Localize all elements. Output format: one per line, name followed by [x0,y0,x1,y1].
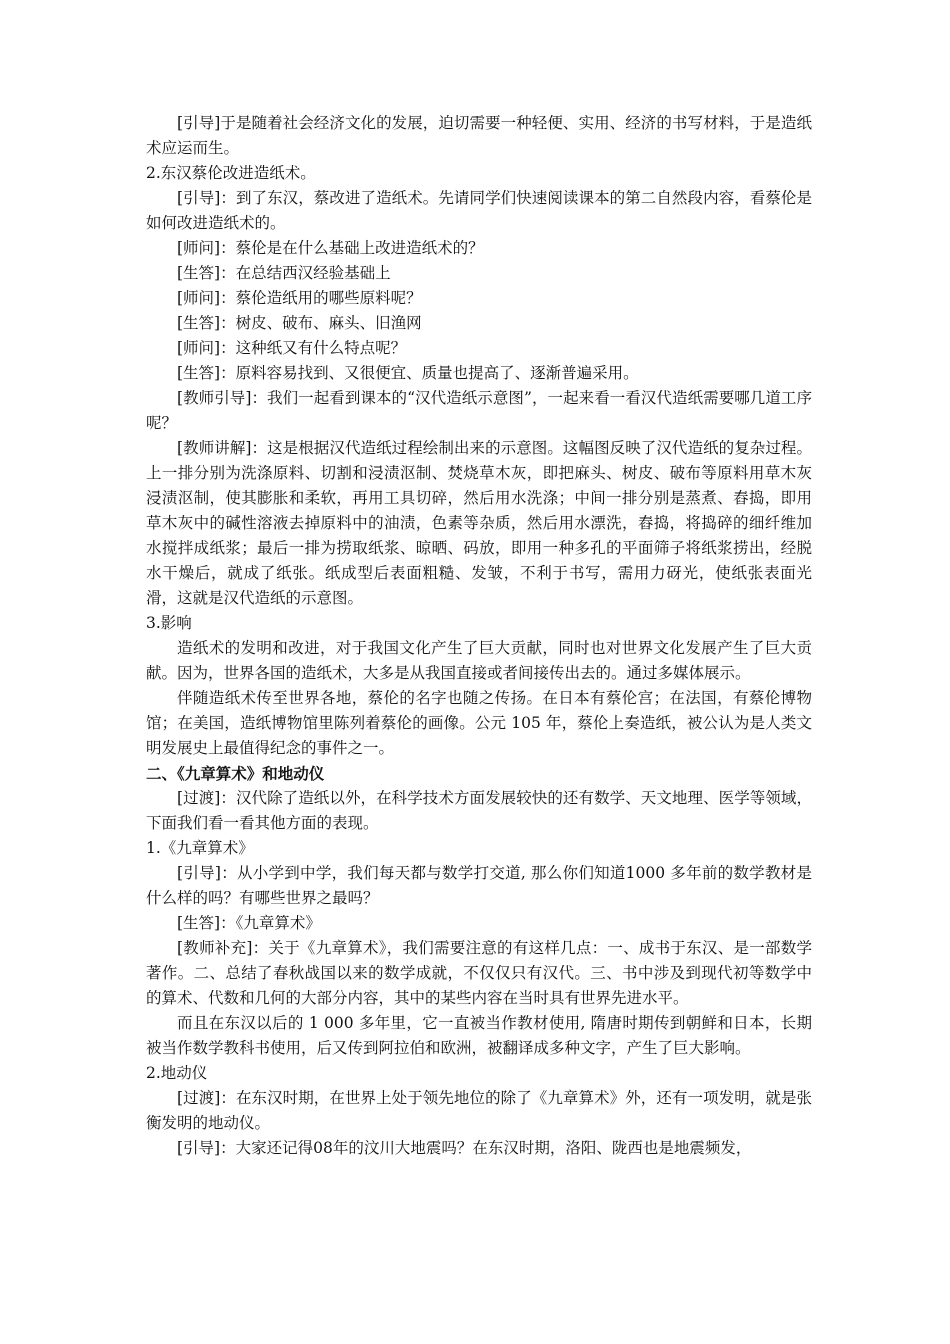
paragraph: [师问]：蔡伦是在什么基础上改进造纸术的？ [177,239,484,257]
section-subheading: 2.东汉蔡伦改进造纸术。 [146,164,316,182]
paragraph: 伴随造纸术传至世界各地，蔡伦的名字也随之传扬。在日本有蔡伦宫；在法国，有蔡伦博物馆；在美国，造纸博物馆里陈列着蔡伦的画像。公元 105 年，蔡伦上奏造纸，被公认为是人类文明发展史上最值得纪念的事件之一。 [146,689,812,757]
paragraph: [引导]：大家还记得08年的汶川大地震吗？在东汉时期，洛阳、陇西也是地震频发， [177,1139,752,1157]
section-heading: 二、《九章算术》和地动仪 [146,764,325,783]
paragraph: [师问]：蔡伦造纸用的哪些原料呢？ [177,289,422,307]
paragraph: [师问]：这种纸又有什么特点呢？ [177,339,407,357]
paragraph: [引导]：到了东汉，蔡改进了造纸术。先请同学们快速阅读课本的第二自然段内容，看蔡伦是如何改进造纸术的。 [146,189,812,232]
paragraph: [教师讲解]：这是根据汉代造纸过程绘制出来的示意图。这幅图反映了汉代造纸的复杂过程。上一排分别为洗涤原料、切割和浸渍沤制、焚烧草木灰，即把麻头、树皮、破布等原料用草木灰浸渍沤制，使其膨胀和柔软，再用工具切碎，然后用水洗涤；中间一排分别是蒸煮、舂捣，即用草木灰中的碱性溶液去掉原料中的油渍，色素等杂质，然后用水漂洗，舂捣，将捣碎的细纤维加水搅拌成纸浆；最后一排为捞取纸浆、晾晒、码放，即用一种多孔的平面筛子将纸浆捞出，经脱水干燥后，就成了纸张。纸成型后表面粗糙、发皱，不利于书写，需用力砑光，使纸张表面光滑，这就是汉代造纸的示意图。 [146,439,812,607]
document-body [146,111,812,1161]
paragraph: [引导]：从小学到中学，我们每天都与数学打交道, 那么你们知道1000 多年前的数学教材是什么样的吗？有哪些世界之最吗？ [146,864,812,907]
section-subheading: 3.影响 [146,614,192,632]
paragraph: [过渡]：汉代除了造纸以外，在科学技术方面发展较快的还有数学、天文地理、医学等领域，下面我们看一看其他方面的表现。 [146,789,812,832]
paragraph: [过渡]：在东汉时期，在世界上处于领先地位的除了《九章算术》外，还有一项发明，就是张衡发明的地动仪。 [146,1089,812,1132]
paragraph: 而且在东汉以后的 1 000 多年里，它一直被当作教材使用, 隋唐时期传到朝鲜和日本，长期被当作数学教科书使用，后又传到阿拉伯和欧洲，被翻译成多种文字，产生了巨大影响。 [146,1014,812,1057]
section-subheading: 2.地动仪 [146,1064,208,1082]
section-subheading: 1.《九章算术》 [146,839,254,857]
paragraph: 造纸术的发明和改进，对于我国文化产生了巨大贡献，同时也对世界文化发展产生了巨大贡献。因为，世界各国的造纸术，大多是从我国直接或者间接传出去的。通过多媒体展示。 [146,639,812,682]
paragraph: [生答]：树皮、破布、麻头、旧渔网 [177,314,422,332]
paragraph: [教师补充]：关于《九章算术》，我们需要注意的有这样几点：一、成书于东汉、是一部数学著作。二、总结了春秋战国以来的数学成就，不仅仅只有汉代。三、书中涉及到现代初等数学中的算术、代数和几何的大部分内容，其中的某些内容在当时具有世界先进水平。 [146,939,812,1007]
paragraph: [生答]：原料容易找到、又很便宜、质量也提高了、逐渐普遍采用。 [177,364,639,382]
paragraph: [教师引导]：我们一起看到课本的“汉代造纸示意图”，一起来看一看汉代造纸需要哪几道工序呢？ [146,389,812,432]
paragraph: [生答]：《九章算术》 [177,914,321,932]
paragraph: [引导]于是随着社会经济文化的发展，迫切需要一种轻便、实用、经济的书写材料，于是造纸术应运而生。 [146,114,812,157]
paragraph: [生答]：在总结西汉经验基础上 [177,264,391,282]
